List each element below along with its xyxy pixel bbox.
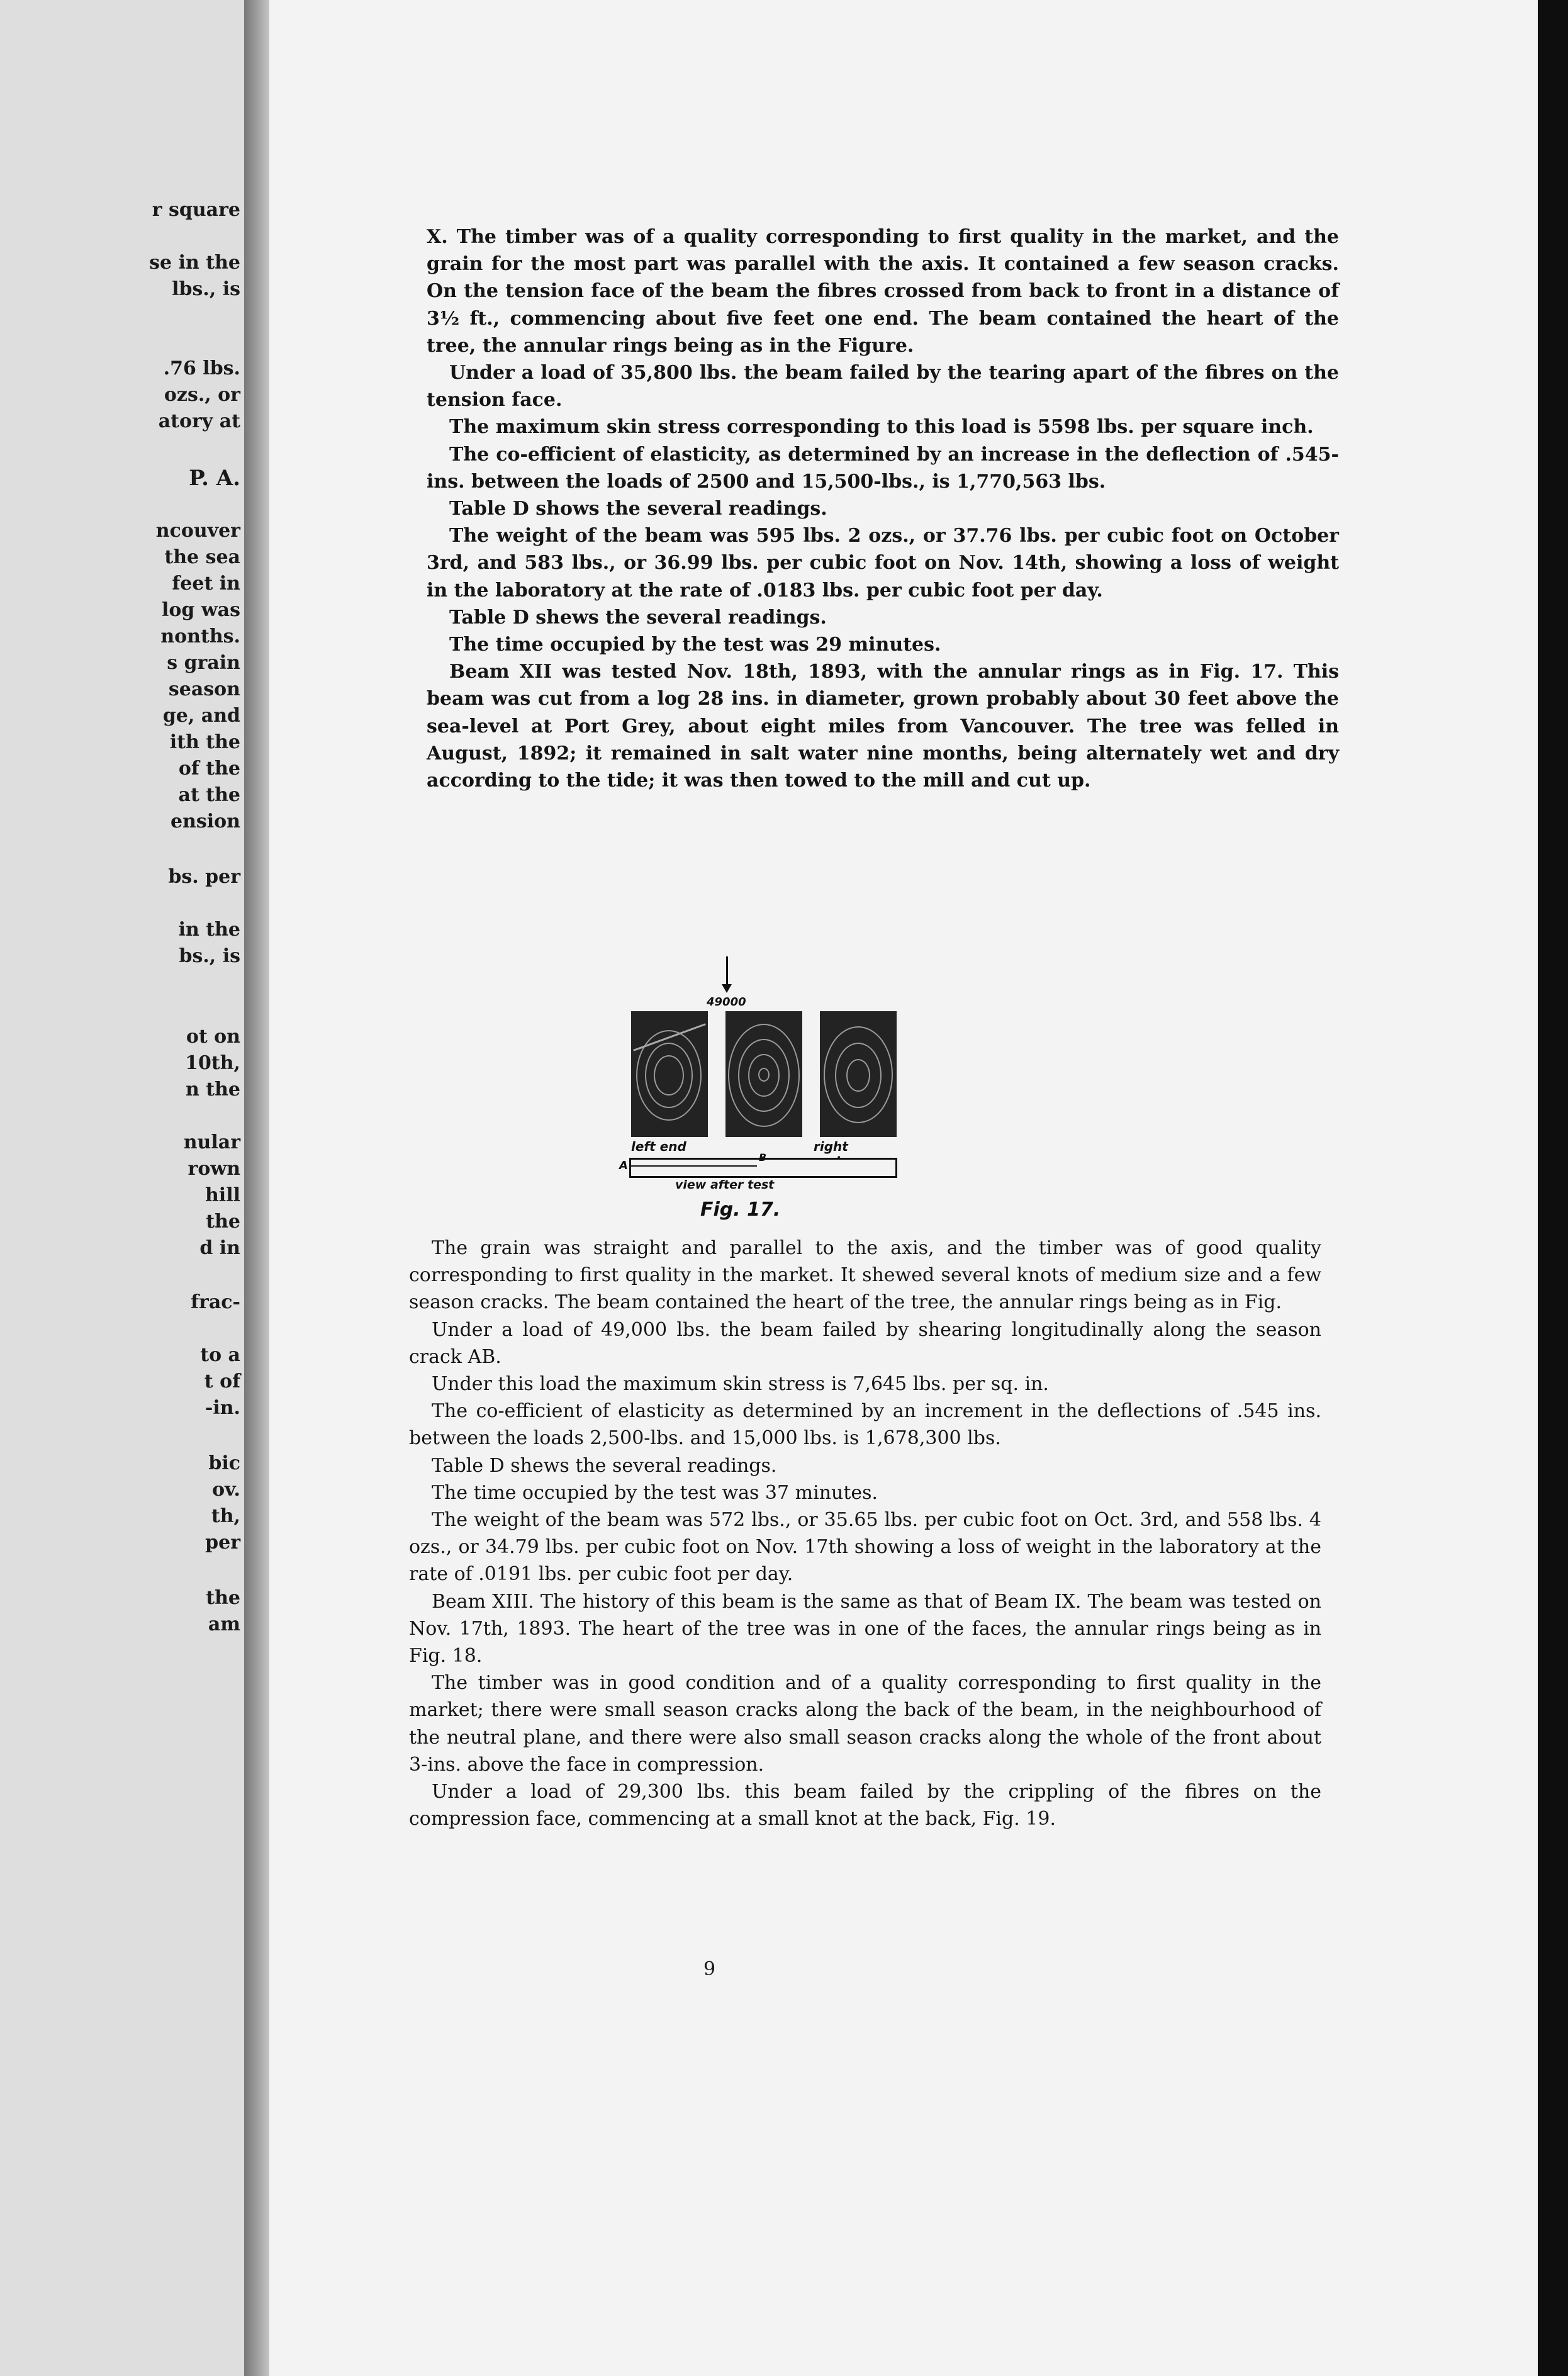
left-fragment: ov. <box>212 1479 240 1501</box>
left-fragment: season <box>168 678 240 700</box>
paragraph: Table D shews the several readings. <box>449 606 827 629</box>
right-end-label: right <box>814 1139 848 1154</box>
paragraph: The weight of the beam was 572 lbs., or 35.65 lbs. per cubic foot on Oct. 3rd, and 558 lbs. 4 ozs., or 34.79 lbs. per cubic foot on Nov. 17th showing a loss of weight in the laboratory at the rate of .0191 lbs. per cubic foot per day. <box>409 1509 1321 1586</box>
left-fragment: lbs., is <box>172 278 240 300</box>
left-fragment: ith the <box>169 731 240 753</box>
view-label: view after test <box>675 1178 775 1192</box>
left-fragment: at the <box>178 784 240 806</box>
scan-border-right <box>1538 0 1568 2376</box>
left-fragment: bs., is <box>179 945 240 967</box>
left-fragment: of the <box>178 758 240 780</box>
left-fragment: .76 lbs. <box>163 357 240 379</box>
page-number: 9 <box>703 1958 716 1980</box>
paragraph: X. The timber was of a quality corresponding to first quality in the market, and the grain for the most part was parallel with the axis. It contained a few season cracks. On the tension face of the beam the fibres crossed from back to front in a distance of 3½ ft., commencing about five feet one end. The beam contained the heart of the tree, the annular rings being as in the Figure. <box>427 226 1339 357</box>
left-fragment: r square <box>152 199 240 221</box>
left-fragment: log was <box>162 599 240 621</box>
paragraph: Beam XIII. The history of this beam is the same as that of Beam IX. The beam was tested on Nov. 17th, 1893. The heart of the tree was in one of the faces, the annular rings being as in Fig. 18. <box>409 1590 1321 1667</box>
left-fragment: nonths. <box>160 625 240 647</box>
left-fragment: -in. <box>204 1397 240 1419</box>
left-fragment: bs. per <box>168 866 240 888</box>
arrow-head-icon <box>722 984 732 993</box>
point-a-label: A <box>619 1159 628 1172</box>
left-fragment: to a <box>200 1344 240 1366</box>
left-fragment: am <box>208 1613 240 1635</box>
paragraph: The weight of the beam was 595 lbs. 2 ozs., or 37.76 lbs. per cubic foot on October 3rd, and 583 lbs., or 36.99 lbs. per cubic foot on Nov. 14th, showing a loss of weight in the laboratory at the rate of .0183 lbs. per cubic foot per day. <box>427 525 1339 602</box>
paragraph: The co-efficient of elasticity as determined by an increment in the deflections of .545 ins. between the loads 2,500-lbs. and 15,000 lbs. is 1,678,300 lbs. <box>409 1400 1321 1450</box>
paragraph: The time occupied by the test was 29 minutes. <box>449 634 941 656</box>
paragraph: Under a load of 35,800 lbs. the beam failed by the tearing apart of the fibres on the tension face. <box>427 362 1339 412</box>
left-fragment: per <box>205 1532 240 1554</box>
left-fragment: t of <box>204 1370 240 1393</box>
paragraph: The grain was straight and parallel to the axis, and the timber was of good quality corresponding to first quality in the market. It shewed several knots of medium size and a few season cracks. The beam contained the heart of the tree, the annular rings being as in Fig. <box>409 1237 1321 1314</box>
facing-left-page <box>0 0 245 2376</box>
left-fragment: ge, and <box>162 705 240 727</box>
point-b-label: B <box>759 1152 767 1163</box>
paragraph: The co-efficient of elasticity, as determined by an increase in the deflection of .545-ins. between the loads of 2500 and 15,500-lbs., is 1,770,563 lbs. <box>427 443 1339 493</box>
left-end-label: left end <box>631 1139 686 1154</box>
paragraph: Beam XII was tested Nov. 18th, 1893, with the annular rings as in Fig. 17. This beam was cut from a log 28 ins. in diameter, grown probably about 30 feet above the sea-level at Port Grey, about eight miles from Vancouver. The tree was felled in August, 1892; it remained in salt water nine months, being alternately wet and dry according to the tide; it was then towed to the mill and cut up. <box>427 661 1339 792</box>
left-fragment: se in the <box>149 252 240 274</box>
paragraph: Table D shows the several readings. <box>449 498 827 520</box>
bottom-text-block <box>409 1235 1321 1832</box>
left-fragment: the sea <box>164 546 240 568</box>
left-fragment: d in <box>199 1237 240 1259</box>
left-fragment: the <box>206 1587 240 1609</box>
left-fragment: P. A. <box>189 466 240 491</box>
crack-line <box>631 1165 757 1167</box>
main-page <box>269 0 1538 2376</box>
left-fragment: ncouver <box>155 520 240 542</box>
left-fragment: rown <box>188 1158 240 1180</box>
left-fragment: ension <box>170 810 240 832</box>
left-fragment: the <box>206 1211 240 1233</box>
left-fragment: in the <box>178 919 240 941</box>
paragraph: Under a load of 49,000 lbs. the beam failed by shearing longitudinally along the season crack AB. <box>409 1318 1321 1368</box>
figure-caption: Fig. 17. <box>700 1199 781 1221</box>
left-fragment: 10th, <box>185 1052 240 1074</box>
left-fragment: s grain <box>167 652 240 674</box>
top-text-block <box>427 223 1339 794</box>
right-end-cross-section <box>820 1011 897 1137</box>
paragraph: Under this load the maximum skin stress is 7,645 lbs. per sq. in. <box>432 1373 1049 1396</box>
paragraph: The timber was in good condition and of a quality corresponding to first quality in the market; there were small season cracks along the back of the beam, in the neighbourhood of the neutral plane, and there were also small season cracks along the whole of the front about 3-ins. above the face in compression. <box>409 1672 1321 1776</box>
figure-17 <box>596 956 873 1233</box>
left-fragment: n the <box>185 1079 240 1101</box>
paragraph: Under a load of 29,300 lbs. this beam failed by the crippling of the fibres on the compression face, commencing at a small knot at the back, Fig. 19. <box>409 1781 1321 1830</box>
left-end-cross-section <box>631 1011 708 1137</box>
left-fragment: th, <box>211 1505 240 1527</box>
left-fragment: nular <box>183 1131 240 1153</box>
left-fragment: feet in <box>172 573 240 595</box>
paragraph: The maximum skin stress corresponding to this load is 5598 lbs. per square inch. <box>449 416 1314 439</box>
left-fragment: frac- <box>191 1291 240 1313</box>
left-fragment: ot on <box>186 1026 240 1048</box>
page-gutter-shadow <box>244 0 269 2376</box>
left-fragment: ozs., or <box>164 384 240 406</box>
paragraph: Table D shews the several readings. <box>432 1454 777 1477</box>
left-fragment: atory at <box>158 410 240 432</box>
paragraph: The time occupied by the test was 37 minutes. <box>432 1481 878 1504</box>
load-label: 49000 <box>707 995 746 1009</box>
middle-cross-section <box>725 1011 802 1137</box>
left-fragment: bic <box>208 1452 240 1474</box>
left-fragment: hill <box>204 1184 240 1206</box>
